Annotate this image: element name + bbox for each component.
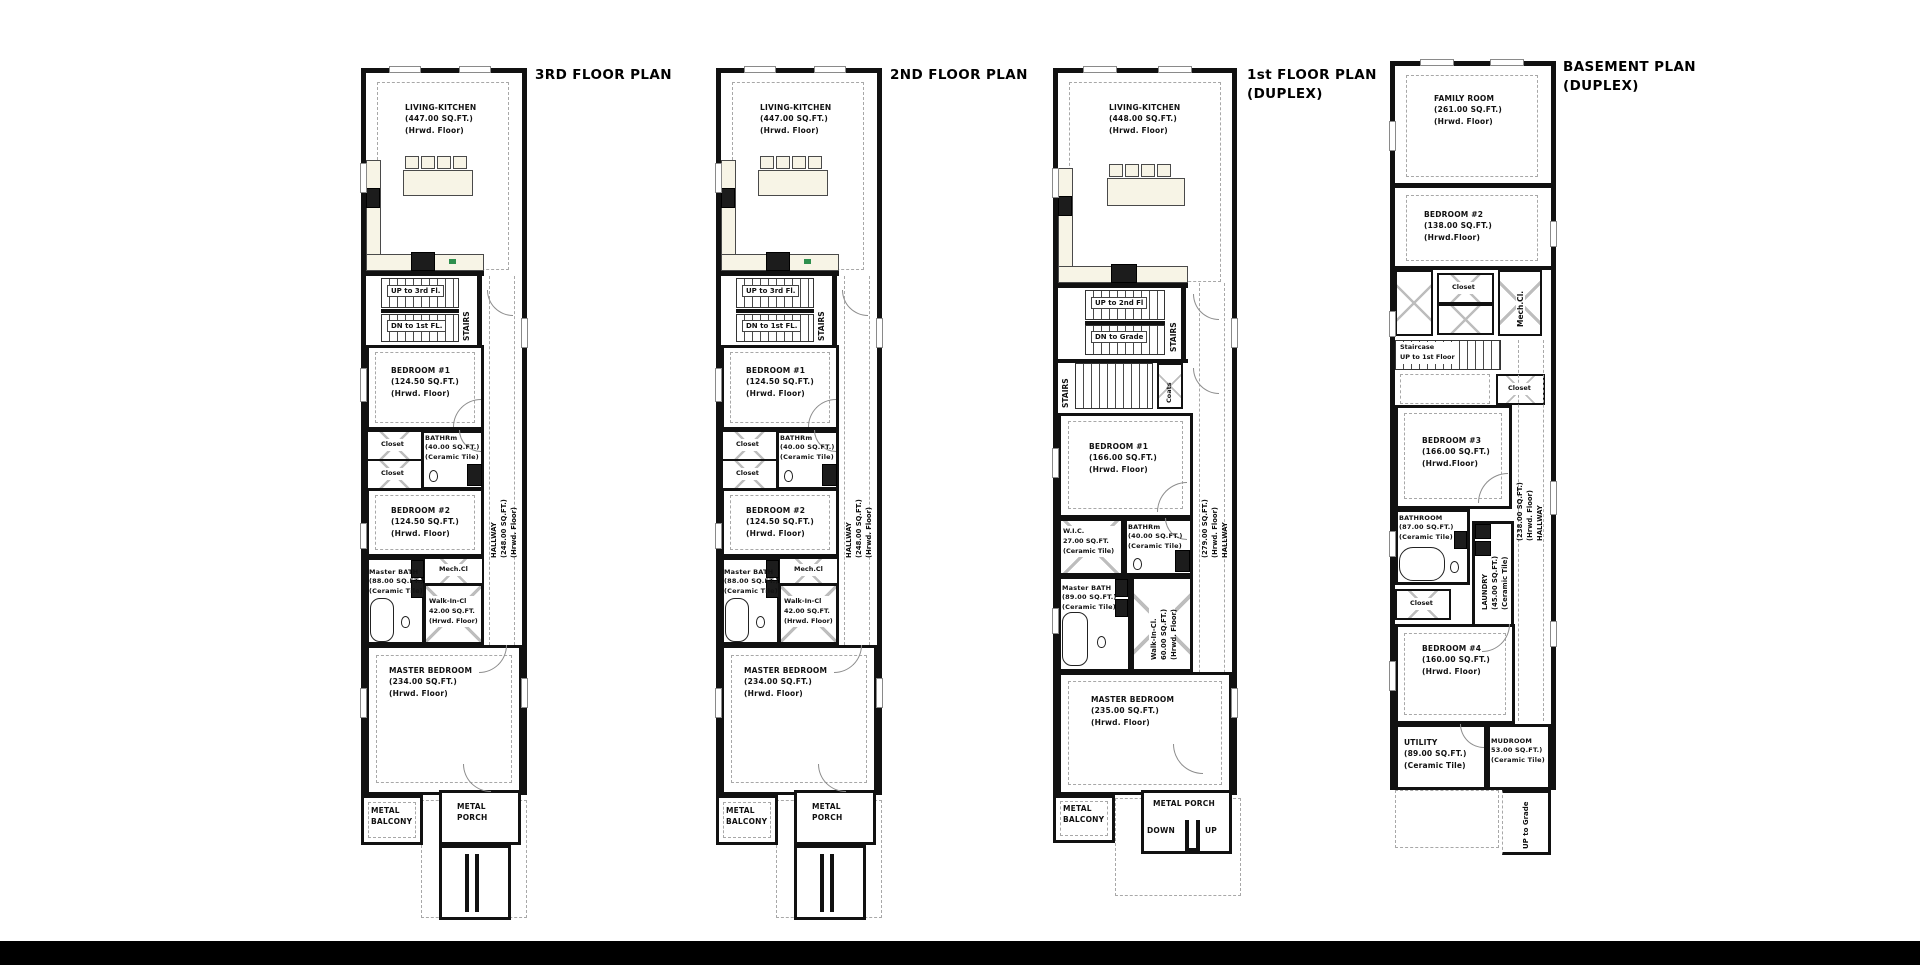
kitchen-cabinet <box>421 156 435 169</box>
toilet-fixture <box>1133 558 1142 570</box>
closet-1-label: Closet <box>736 440 759 448</box>
room-label-mudroom: MUDROOM 53.00 SQ.FT.) (Ceramic Tile) <box>1491 737 1545 764</box>
closet-1-label: Closet <box>381 440 404 448</box>
staircase-label: Staircase UP to 1st Floor <box>1398 342 1457 364</box>
window-marker <box>876 318 883 348</box>
mech-closet-label: Mech.Cl <box>439 565 468 573</box>
plan-1st-floor <box>1053 68 1237 898</box>
areaway-dashed-area <box>1395 790 1499 848</box>
window-marker <box>715 523 722 549</box>
window-marker <box>1490 59 1524 66</box>
kitchen-cabinet <box>776 156 790 169</box>
porch-label: METAL PORCH <box>812 802 843 823</box>
window-marker <box>521 678 528 708</box>
room-label-walkin: Walk-In-Cl 42.00 SQ.FT. (Hrwd. Floor) <box>782 596 835 627</box>
kitchen-island <box>1107 178 1185 206</box>
stair-ladder-rail <box>820 854 824 912</box>
kitchen-cabinet <box>808 156 822 169</box>
room-label-bathroom: BATHROOM (87.00 SQ.FT.) (Ceramic Tile) <box>1399 514 1454 541</box>
interior-wall <box>1395 183 1551 188</box>
interior-wall <box>721 271 839 276</box>
stairs2-label: STAIRS <box>1061 378 1070 408</box>
kitchen-cabinet <box>760 156 774 169</box>
stairs-label: STAIRS <box>817 311 826 341</box>
window-marker <box>1158 66 1192 73</box>
coats-label: Coats <box>1165 382 1173 403</box>
window-marker <box>360 523 367 549</box>
room-label-living-kitchen: LIVING-KITCHEN (447.00 SQ.FT.) (Hrwd. Floor) <box>760 103 832 135</box>
hallway-label: HALLWAY (248.00 SQ.FT.) (Hrwd. Floor) <box>490 499 519 558</box>
window-marker <box>715 163 722 193</box>
toilet-fixture <box>429 470 438 482</box>
landing-dash <box>1400 374 1490 404</box>
kitchen-cabinet <box>405 156 419 169</box>
room-label-bathroom: BATHRm (40.00 SQ.FT.) (Ceramic Tile) <box>1128 523 1183 550</box>
interior-wall <box>477 276 482 345</box>
stair-divider-wall <box>736 309 814 313</box>
plan-title-1st: 1st FLOOR PLAN (DUPLEX) <box>1247 67 1377 102</box>
window-marker <box>1420 59 1454 66</box>
window-marker <box>1052 168 1059 198</box>
stair-label-down: DN to Grade <box>1091 331 1147 343</box>
window-marker <box>1052 448 1059 478</box>
window-marker <box>360 163 367 193</box>
porch-up-label: UP <box>1205 826 1217 835</box>
plan-2nd-floor <box>716 68 882 920</box>
stair-label-up: UP to 2nd Fl <box>1091 297 1147 309</box>
room-label-bedroom3: BEDROOM #3 (166.00 SQ.FT.) (Hrwd.Floor) <box>1422 436 1490 468</box>
up-to-grade-label: UP to Grade <box>1522 801 1530 849</box>
room-label-master-bedroom: MASTER BEDROOM (234.00 SQ.FT.) (Hrwd. Floor) <box>389 666 473 698</box>
room-label-master-bath: Master BATH (89.00 SQ.FT.) (Ceramic Tile) <box>1062 584 1117 611</box>
room-label-bathroom: BATHRm (40.00 SQ.FT.) (Ceramic Tile) <box>425 434 480 461</box>
room-label-family: FAMILY ROOM (261.00 SQ.FT.) (Hrwd. Floor) <box>1434 94 1502 126</box>
toilet-fixture <box>401 616 410 628</box>
window-marker <box>521 318 528 348</box>
stair-ladder-rail <box>465 854 469 912</box>
toilet-fixture <box>1097 636 1106 648</box>
window-marker <box>1550 621 1557 647</box>
closet-b-label: Closet <box>1508 384 1531 392</box>
room-label-walkin: Walk-In-Cl. 60.00 SQ.FT.) (Hrwd. Floor) <box>1149 588 1175 660</box>
plan-3rd-floor <box>361 68 527 920</box>
kitchen-range <box>1111 264 1137 283</box>
porch-stair-rail <box>1185 848 1200 851</box>
interior-wall <box>1058 283 1188 288</box>
porch-down-label: DOWN <box>1147 826 1175 835</box>
stairs-label: STAIRS <box>1169 322 1178 352</box>
room-label-master-bedroom: MASTER BEDROOM (235.00 SQ.FT.) (Hrwd. Floor) <box>1091 695 1175 727</box>
stair-label-down: DN to 1st FL. <box>742 320 801 332</box>
room-label-bedroom2: BEDROOM #2 (138.00 SQ.FT.) (Hrwd.Floor) <box>1424 210 1492 242</box>
window-marker <box>715 688 722 718</box>
room-label-master-bath: Master BATH (88.00 SQ.FT.) (Ceramic Tile) <box>724 568 779 595</box>
kitchen-cabinet <box>1109 164 1123 177</box>
kitchen-cabinet <box>1125 164 1139 177</box>
stair-label-up: UP to 3rd Fl. <box>742 285 799 297</box>
washer-fixture <box>1475 524 1491 539</box>
bathtub-fixture <box>370 598 394 642</box>
stair-divider-wall <box>381 309 459 313</box>
closet-2-label: Closet <box>736 469 759 477</box>
hallway-label: (238.00 SQ.FT.) (Hrwd. Floor) HALLWAY <box>1516 482 1545 541</box>
bath-vanity <box>1175 550 1190 572</box>
window-marker <box>1389 311 1396 337</box>
interior-wall <box>1181 283 1186 361</box>
stair-label-down: DN to 1st FL. <box>387 320 446 332</box>
toilet-fixture <box>1450 561 1459 573</box>
room-label-master-bedroom: MASTER BEDROOM (234.00 SQ.FT.) (Hrwd. Floor) <box>744 666 828 698</box>
kitchen-cabinet <box>1141 164 1155 177</box>
room-label-walkin: Walk-In-Cl 42.00 SQ.FT. (Hrwd. Floor) <box>427 596 480 627</box>
room-label-laundry: LAUNDRY (45.00 SQ.FT.) (Ceramic Tile) <box>1481 555 1510 610</box>
room-label-bedroom1: BEDROOM #1 (124.50 SQ.FT.) (Hrwd. Floor) <box>391 366 459 398</box>
closet-2-label: Closet <box>381 469 404 477</box>
kitchen-range <box>411 252 435 271</box>
room-label-bedroom2: BEDROOM #2 (124.50 SQ.FT.) (Hrwd. Floor) <box>746 506 814 538</box>
window-marker <box>1389 531 1396 557</box>
window-marker <box>1389 121 1396 151</box>
plan-basement <box>1390 61 1556 861</box>
room-label-bedroom2: BEDROOM #2 (124.50 SQ.FT.) (Hrwd. Floor) <box>391 506 459 538</box>
kitchen-cabinet <box>1157 164 1171 177</box>
bathtub-fixture <box>1399 547 1445 581</box>
stairs-label: STAIRS <box>462 311 471 341</box>
balcony-label: METAL BALCONY <box>1063 804 1105 825</box>
interior-wall <box>366 271 484 276</box>
closet-hatch <box>1395 270 1433 336</box>
stair-run-lower <box>1075 363 1153 409</box>
bath-vanity <box>467 464 482 486</box>
room-label-living-kitchen: LIVING-KITCHEN (447.00 SQ.FT.) (Hrwd. Floor) <box>405 103 477 135</box>
counter-sink-marker <box>804 259 811 264</box>
window-marker <box>715 368 722 402</box>
porch-stair-rail <box>1196 820 1200 850</box>
room-label-bedroom1: BEDROOM #1 (166.00 SQ.FT.) (Hrwd. Floor) <box>1089 442 1157 474</box>
window-marker <box>1550 481 1557 515</box>
porch-label: METAL PORCH <box>457 802 488 823</box>
interior-wall <box>832 276 837 345</box>
window-marker <box>1231 318 1238 348</box>
room-label-bedroom1: BEDROOM #1 (124.50 SQ.FT.) (Hrwd. Floor) <box>746 366 814 398</box>
sheet-bottom-bar <box>0 941 1920 965</box>
plan-title-3rd: 3RD FLOOR PLAN <box>535 67 672 83</box>
plan-title-2nd: 2ND FLOOR PLAN <box>890 67 1028 83</box>
porch-stair-rail <box>1185 820 1189 850</box>
window-marker <box>360 368 367 402</box>
room-label-utility: UTILITY (89.00 SQ.FT.) (Ceramic Tile) <box>1404 738 1467 770</box>
kitchen-sink-unit <box>1058 196 1072 216</box>
hallway-strip <box>489 276 519 645</box>
room-label-bathroom: BATHRm (40.00 SQ.FT.) (Ceramic Tile) <box>780 434 835 461</box>
window-marker <box>1052 608 1059 634</box>
plan-title-basement: BASEMENT PLAN (DUPLEX) <box>1563 59 1696 94</box>
window-marker <box>1389 661 1396 691</box>
mech-closet-label: Mech.Cl <box>794 565 823 573</box>
closet-c-label: Closet <box>1410 599 1433 607</box>
hallway-strip <box>844 276 874 645</box>
window-marker <box>876 678 883 708</box>
sink-fixture <box>1115 579 1128 597</box>
balcony-label: METAL BALCONY <box>371 806 413 827</box>
kitchen-range <box>766 252 790 271</box>
kitchen-cabinet <box>453 156 467 169</box>
kitchen-island <box>758 170 828 196</box>
kitchen-cabinet <box>437 156 451 169</box>
porch-label: METAL PORCH <box>1153 799 1215 808</box>
kitchen-sink-unit <box>366 188 380 208</box>
bathtub-fixture <box>1062 612 1088 666</box>
window-marker <box>1550 221 1557 247</box>
hallway-label: HALLWAY (248.00 SQ.FT.) (Hrwd. Floor) <box>845 499 874 558</box>
hallway-label: (279.00 SQ.FT.) (Hrwd. Floor) HALLWAY <box>1201 499 1230 558</box>
balcony-label: METAL BALCONY <box>726 806 768 827</box>
window-marker <box>1083 66 1117 73</box>
toilet-fixture <box>756 616 765 628</box>
sink-fixture <box>1454 531 1467 549</box>
room-label-master-bath: Master BATH (88.00 SQ.FT.) (Ceramic Tile) <box>369 568 424 595</box>
toilet-fixture <box>784 470 793 482</box>
window-marker <box>389 66 421 73</box>
closet-hatch <box>1437 304 1494 335</box>
window-marker <box>459 66 491 73</box>
room-label-bedroom4: BEDROOM #4 (160.00 SQ.FT.) (Hrwd. Floor) <box>1422 644 1490 676</box>
window-marker <box>814 66 846 73</box>
stair-label-up: UP to 3rd Fl. <box>387 285 444 297</box>
bath-vanity <box>822 464 837 486</box>
kitchen-cabinet <box>792 156 806 169</box>
counter-sink-marker <box>449 259 456 264</box>
window-marker <box>744 66 776 73</box>
room-label-wic: W.I.C. 27.00 SQ.FT. (Ceramic Tile) <box>1061 526 1116 557</box>
stair-ladder-rail <box>475 854 479 912</box>
window-marker <box>360 688 367 718</box>
stair-ladder-rail <box>830 854 834 912</box>
room-label-living-kitchen: LIVING-KITCHEN (448.00 SQ.FT.) (Hrwd. Floor) <box>1109 103 1181 135</box>
closet-a-label: Closet <box>1452 283 1475 291</box>
mech-closet-label: Mech.Cl. <box>1516 281 1525 327</box>
bathtub-fixture <box>725 598 749 642</box>
kitchen-sink-unit <box>721 188 735 208</box>
sink-fixture <box>1115 599 1128 617</box>
kitchen-island <box>403 170 473 196</box>
window-marker <box>1231 688 1238 718</box>
